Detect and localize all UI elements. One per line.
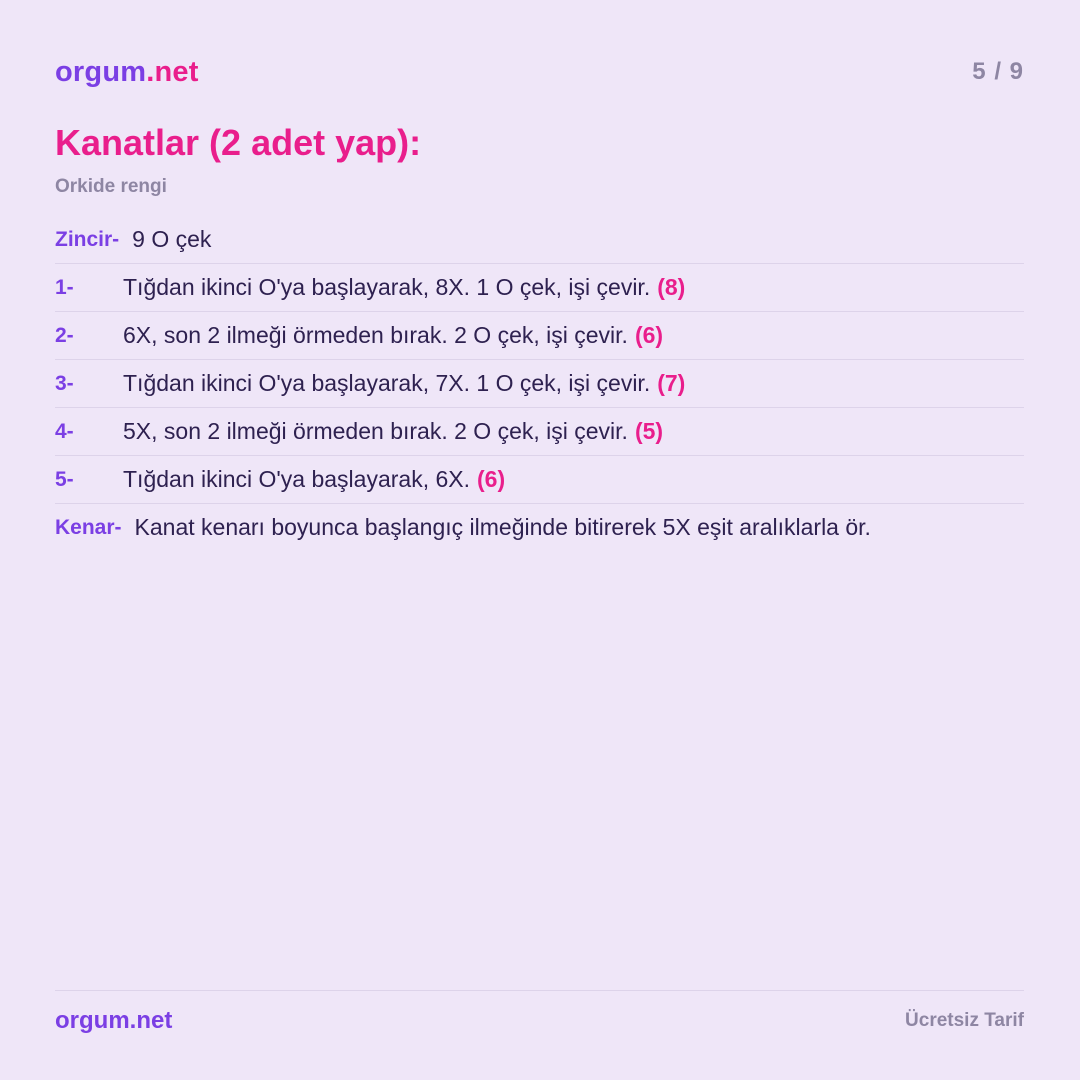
- stitch-count: (6): [634, 322, 664, 348]
- pattern-row-4: [55, 408, 1024, 456]
- row-instruction: Tığdan ikinci O'ya başlayarak, 8X. 1 O çek, işi çevir.: [123, 274, 651, 300]
- pattern-row-3: [55, 360, 1024, 408]
- stitch-count: (7): [657, 370, 686, 396]
- footer-tag: Ücretsiz Tarif: [905, 1010, 1024, 1031]
- stitch-count: (6): [477, 466, 506, 492]
- pattern-rows: [55, 216, 1024, 551]
- footer: [55, 990, 1024, 1051]
- pattern-row-kenar: [55, 504, 1024, 551]
- row-instruction: Kanat kenarı boyunca başlangıç ilmeğinde bitirerek 5X eşit aralıklarla ör.: [134, 514, 871, 540]
- stitch-count: (5): [634, 418, 664, 444]
- pattern-row-5: [55, 456, 1024, 504]
- brand-logo[interactable]: [55, 56, 199, 89]
- footer-brand-link[interactable]: orgum.net: [55, 1007, 173, 1034]
- page-title: Kanatlar (2 adet yap):: [55, 122, 422, 163]
- header: [55, 52, 1024, 92]
- row-instruction: Tığdan ikinci O'ya başlayarak, 7X. 1 O çek, işi çevir.: [123, 370, 651, 396]
- row-instruction: 9 O çek: [132, 226, 212, 252]
- pattern-row-2: [55, 312, 1024, 360]
- row-instruction: 5X, son 2 ilmeği örmeden bırak. 2 O çek, işi çevir.: [123, 418, 628, 444]
- row-instruction: 6X, son 2 ilmeği örmeden bırak. 2 O çek, işi çevir.: [123, 322, 628, 348]
- row-label: Zincir-: [55, 227, 120, 251]
- brand-name: orgum: [55, 55, 147, 88]
- page-indicator: 5 / 9: [972, 58, 1024, 85]
- stitch-count: (8): [657, 274, 686, 300]
- row-label: 4-: [55, 419, 74, 443]
- row-label: Kenar-: [55, 515, 122, 539]
- row-instruction: Tığdan ikinci O'ya başlayarak, 6X.: [123, 466, 470, 492]
- row-label: 1-: [55, 275, 74, 299]
- row-label: 3-: [55, 371, 74, 395]
- pattern-row-zincir: [55, 216, 1024, 264]
- row-label: 5-: [55, 467, 74, 491]
- pattern-row-1: [55, 264, 1024, 312]
- brand-domain: .net: [146, 55, 199, 88]
- row-label: 2-: [55, 323, 74, 347]
- color-note: Orkide rengi: [55, 176, 167, 197]
